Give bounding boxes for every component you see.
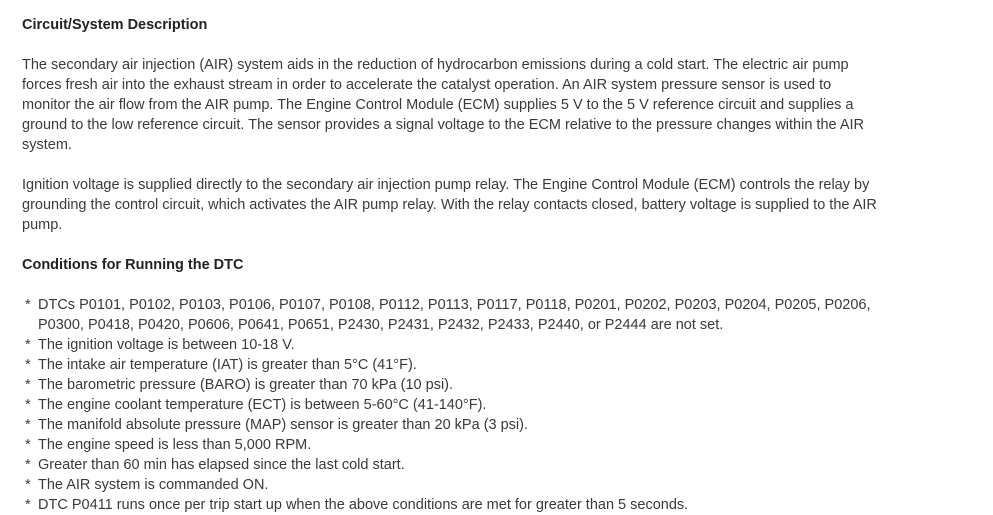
list-item (22, 435, 882, 455)
spacer (22, 275, 882, 295)
spacer (22, 235, 882, 255)
section-heading-circuit-description: Circuit/System Description (22, 17, 208, 33)
spacer (22, 155, 882, 175)
document-body (22, 15, 882, 515)
list-item-text: The intake air temperature (IAT) is greater than 5°C (41°F). (38, 357, 417, 373)
list-item (22, 475, 882, 495)
bullet-star: * (25, 437, 31, 453)
list-item (22, 335, 882, 355)
bullet-star: * (25, 477, 31, 493)
paragraph-air-system: The secondary air injection (AIR) system aids in the reduction of hydrocarbon emissions during a cold start. The electric air pump forces fresh air into the exhaust stream in order to accelerate the catalyst operation. An AIR system pressure sensor is used to monitor the air flow from the AIR pump. The Engine Control Module (ECM) supplies 5 V to the 5 V reference circuit and supplies a ground to the low reference circuit. The sensor provides a signal voltage to the ECM relative to the pressure changes within the AIR system. (22, 57, 864, 153)
list-item (22, 495, 882, 515)
paragraph-ignition-voltage: Ignition voltage is supplied directly to the secondary air injection pump relay. The Engine Control Module (ECM) controls the relay by grounding the control circuit, which activates the AIR pump relay. With the relay contacts closed, battery voltage is supplied to the AIR pump. (22, 177, 877, 233)
bullet-star: * (25, 337, 31, 353)
list-item (22, 455, 882, 475)
list-item (22, 355, 882, 375)
bullet-star: * (25, 457, 31, 473)
list-item (22, 295, 882, 335)
list-item-text: The ignition voltage is between 10-18 V. (38, 337, 295, 353)
bullet-star: * (25, 377, 31, 393)
list-item-text: DTC P0411 runs once per trip start up when the above conditions are met for greater than 5 seconds. (38, 497, 689, 513)
list-item-text: The manifold absolute pressure (MAP) sensor is greater than 20 kPa (3 psi). (38, 417, 529, 433)
bullet-star: * (25, 357, 31, 373)
bullet-star: * (25, 297, 31, 313)
bullet-star: * (25, 497, 31, 513)
list-item-text: Greater than 60 min has elapsed since the last cold start. (38, 457, 405, 473)
list-item-text: DTCs P0101, P0102, P0103, P0106, P0107, P0108, P0112, P0113, P0117, P0118, P0201, P0202, P0203, P0204, P0205, P0206, P0300, P0418, P0420, P0606, P0641, P0651, P2430, P2431, P2432, P2433, P2440, or P2444 are not set. (38, 297, 871, 333)
section-heading-conditions: Conditions for Running the DTC (22, 257, 244, 273)
conditions-list (22, 295, 882, 515)
list-item (22, 375, 882, 395)
list-item-text: The AIR system is commanded ON. (38, 477, 269, 493)
list-item (22, 395, 882, 415)
bullet-star: * (25, 417, 31, 433)
list-item-text: The engine coolant temperature (ECT) is between 5-60°C (41-140°F). (38, 397, 487, 413)
list-item (22, 415, 882, 435)
spacer (22, 35, 882, 55)
list-item-text: The engine speed is less than 5,000 RPM. (38, 437, 312, 453)
list-item-text: The barometric pressure (BARO) is greater than 70 kPa (10 psi). (38, 377, 454, 393)
bullet-star: * (25, 397, 31, 413)
